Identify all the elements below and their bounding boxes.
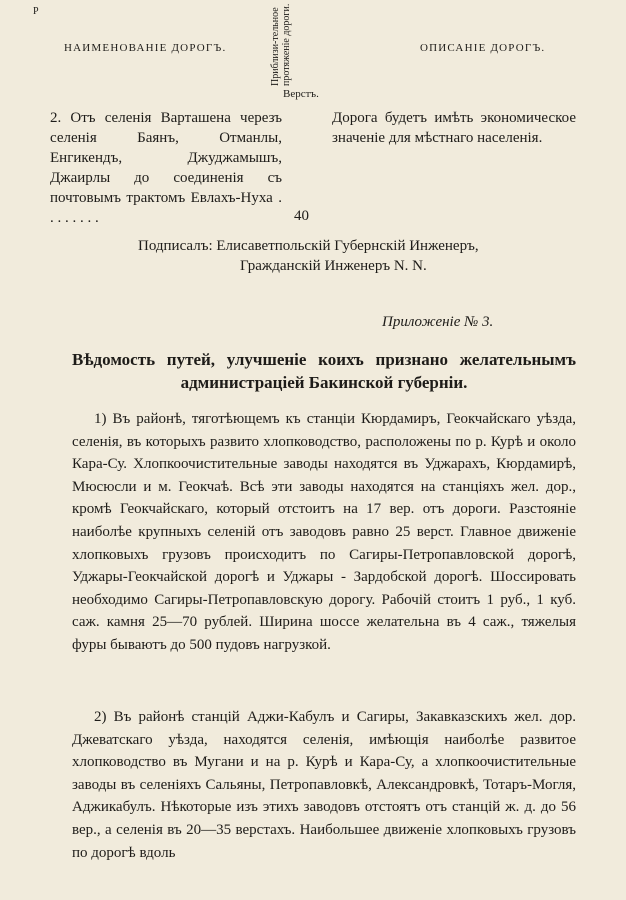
column-header-road-name: НАИМЕНОВАНІЕ ДОРОГЪ. xyxy=(64,42,227,54)
appendix-label: Приложеніе № 3. xyxy=(382,314,494,330)
signature-line-1: Подписалъ: Елисаветпольскій Губернскій Инженеръ, xyxy=(138,238,479,254)
paragraph-2 xyxy=(72,706,576,864)
paragraph-1 xyxy=(72,408,576,657)
road-entry-length: 40 xyxy=(294,208,309,224)
paragraph-2-text: 2) Въ районѣ станцій Аджи-Кабулъ и Сагиры, Закавказскихъ жел. дор. Джеватскаго уѣзда, находятся селенія, имѣющія наиболѣе развитое хлопководство въ Мугани и на р. Курѣ и Кара-Су, а хлопкоочистительные заводы въ селеніяхъ Сальяны, Петропавловкѣ, Александровкѣ, Тотаръ-Могля, Аджикабулъ. Нѣкоторые изъ этихъ заводовъ отстоятъ отъ станцій ж. д. до 56 вер., а селенія въ 20—35 верстахъ. Наибольшее движеніе хлопковыхъ грузовъ по дорогѣ вдоль xyxy=(72,709,576,861)
column-header-description: ОПИСАНІЕ ДОРОГЪ. xyxy=(420,42,546,54)
column-header-length xyxy=(270,2,330,86)
signature-line-2: Гражданскій Инженеръ N. N. xyxy=(240,258,427,274)
road-entry-name: 2. Отъ селенія Варташена черезъ селенія Баянъ, Отманлы, Енгикендъ, Джуджамышъ, Джаирлы до соединенія съ почтовымъ трактомъ Евлахъ-Нуха . . . . . . . . xyxy=(50,110,282,226)
column-header-length-text: Приблизи-тельное протяженіе дороги. xyxy=(270,3,292,86)
section-title: Вѣдомость путей, улучшеніе коихъ признано желательнымъ администраціей Бакинской губерніи. xyxy=(72,350,576,392)
length-unit-label: Верстъ. xyxy=(283,88,319,100)
page-mark: Р xyxy=(33,6,39,17)
paragraph-1-text: 1) Въ районѣ, тяготѣющемъ къ станціи Кюрдамиръ, Геокчайскаго уѣзда, селенія, въ которыхъ развито хлопководство, расположены по р. Курѣ и около Кара-Су. Хлопкоочистительные заводы находятся въ Уджарахъ, Кюрдамирѣ, Мюсюсли и м. Геокчаѣ. Всѣ эти заводы находятся на станціяхъ жел. дор., кромѣ Геокчайскаго, который отстоитъ на 17 вер. отъ дороги. Разстояніе наиболѣе крупныхъ селеній отъ заводовъ равно 25 верст. Главное движеніе хлопковыхъ грузовъ происходитъ по Сагиры-Петропавловской дорогѣ, Уджары-Геокчайской дорогѣ и Уджары - Зардобской дорогѣ. Шоссировать необходимо Сагиры-Петропавловскую дорогу. Рабочій стоитъ 1 руб., 1 куб. саж. камня 25—70 рублей. Ширина шоссе желательна въ 4 саж., тяжелыя фуры бываютъ до 500 пудовъ нагрузкой. xyxy=(72,411,576,653)
road-entry-description: Дорога будетъ имѣть экономическое значеніе для мѣстнаго населенія. xyxy=(332,110,576,146)
